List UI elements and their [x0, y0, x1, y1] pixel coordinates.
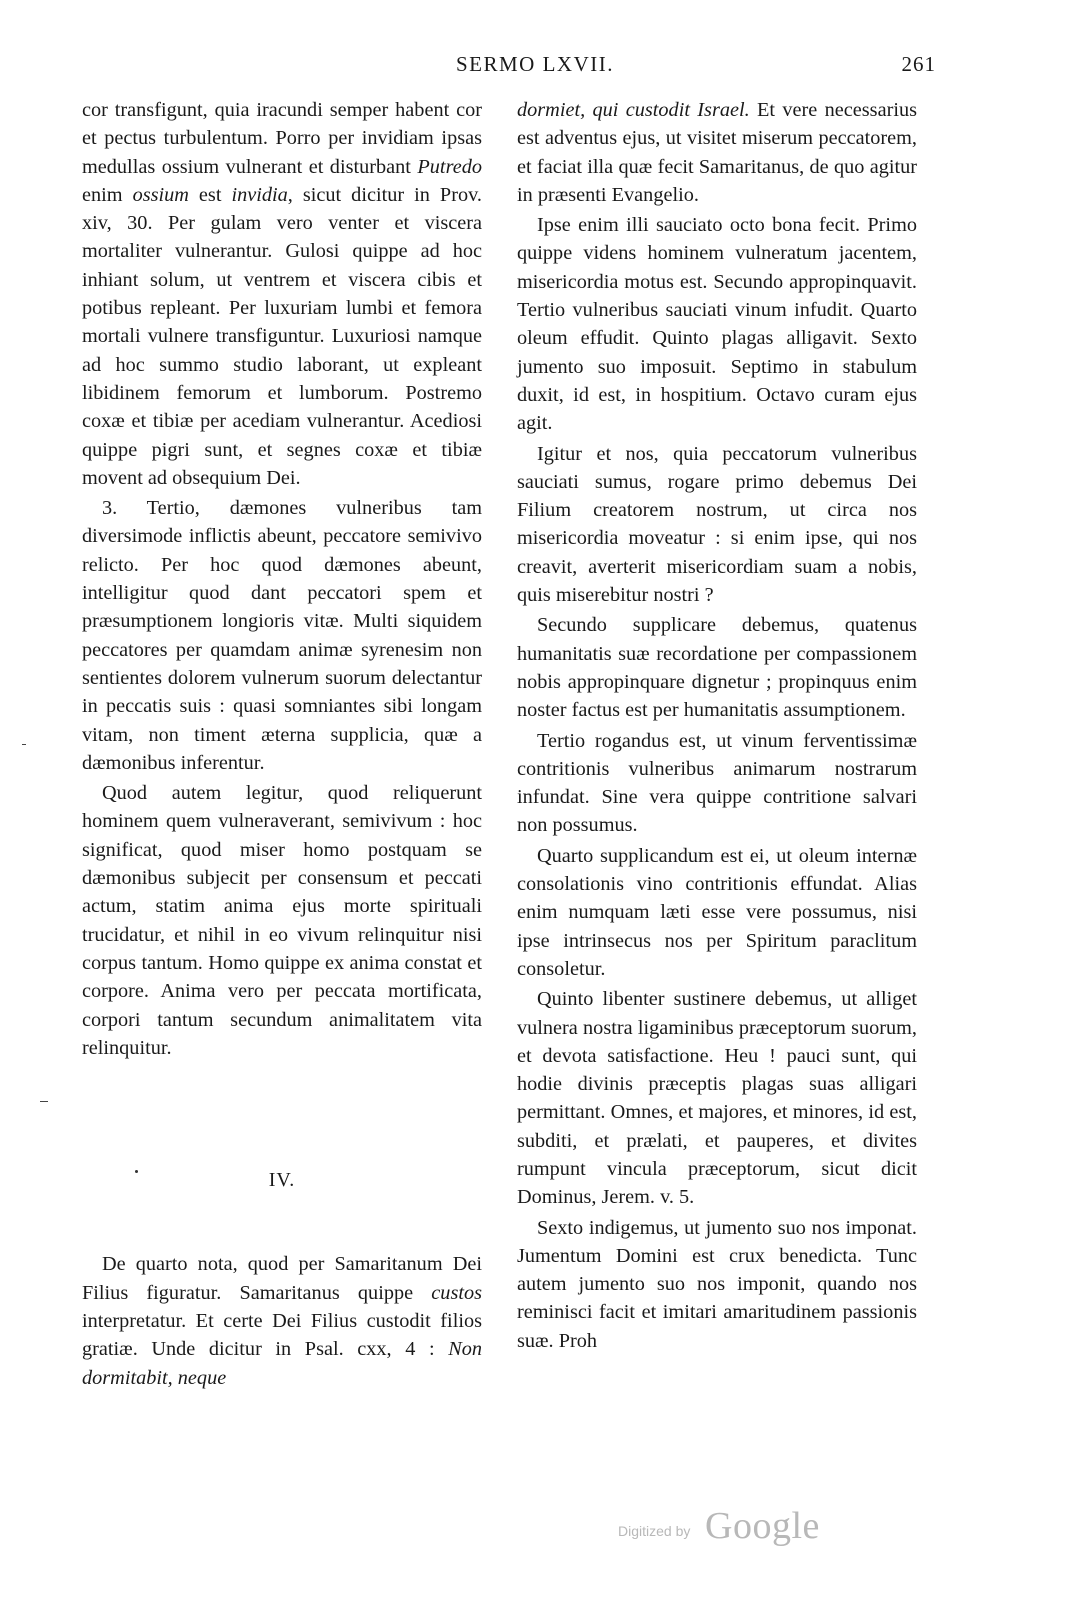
paragraph [517, 96, 917, 209]
italic-text: Non dormitabit, neque [82, 1338, 482, 1389]
paragraph: Igitur et nos, quia peccatorum vulneribus sauciati sumus, rogare primo debemus Dei Filium creatorem nostrum, ut circa nos misericordia moveatur : si enim ipse, qui nos creavit, averterit misericordiam suam a nobis, quis miserebitur nostri ? [517, 442, 917, 607]
paragraph: Ipse enim illi sauciato octo bona fecit. Primo quippe videns hominem vulneratum jacentem, misericordia motus est. Secundo appropinquavit. Tertio vulneribus sauciati vinum infudit. Quarto oleum effudit. Quinto plagas alligavit. Sexto jumento suo imposuit. Septimo in stabulum duxit, id est, in hospitium. Octavo curam ejus agit. [517, 214, 917, 435]
paragraph: Quod autem legitur, quod reliquerunt hominem quem vulneraverant, semivivum : hoc significat, quod miser homo postquam se dæmonibus subjecit per consensum et peccati actum, statim anima ejus morte spirituali trucidatur, et nihil in eo vivum relinquitur nisi corpus tantum. Homo quippe ex anima constat et corpore. Anima vero per peccata mortificata, corpori tantum secundum animalitatem vita relinquitur. [82, 782, 482, 1059]
italic-text: invidia [231, 183, 288, 206]
ink-speck [135, 1170, 138, 1173]
italic-text: custos [431, 1281, 482, 1304]
right-column [517, 96, 917, 1357]
paragraph: Sexto indigemus, ut jumento suo nos imponat. Jumentum Domini est crux benedicta. Tunc autem jumento suo nos imponit, quando nos reminisci facit et imitari amaritudinem passionis suæ. Proh [517, 1216, 917, 1352]
paragraph: Tertio rogandus est, ut vinum ferventissimæ contritionis vulneribus animarum nostrarum infundat. Sine vera quippe contritione salvari non possumus. [517, 729, 917, 837]
paragraph: 3. Tertio, dæmones vulneribus tam diversimode inflictis abeunt, peccatore semivivo relicto. Per hoc quod dæmones abeunt, intelligitur quod dant peccatori spem et præsumptionem longioris vitæ. Multi siquidem peccatores per quamdam animæ syrenesim non sentientes dolorem vulnerum suorum delectantur in peccatis suis : quasi somniantes sibi longam vitam, non timent æterna supplicia, quæ a dæmonibus inferentur. [82, 497, 482, 774]
left-column [82, 96, 482, 1394]
google-logo: Google [705, 1505, 820, 1547]
text-run: Et vere necessarius est adventus ejus, ut visitet miserum peccatorem, et faciat illa quæ fecit Samaritanus, de quo agitur in præsenti Evangelio. [517, 99, 917, 206]
page-header [0, 52, 1070, 84]
italic-text: ossium [132, 183, 189, 206]
paragraph: Quinto libenter sustinere debemus, ut alliget vulnera nostra ligaminibus præceptorum suorum, et devota satisfactione. Heu ! pauci sunt, qui hodie divinis præceptis plagas suas alligari permittant. Omnes, et majores, et minores, id est, subditi, et prælati, et pauperes, et divites rumpunt vincula præceptorum, sicut dicit Dominus, Jerem. v. 5. [517, 988, 917, 1209]
margin-mark [22, 744, 26, 745]
page-number: 261 [901, 52, 936, 76]
text-run: est [188, 183, 232, 206]
text-run: enim [82, 183, 133, 206]
text-run: , sicut dicitur in Prov. xiv, 30. Per gulam vero venter et viscera mortaliter vulnerantur. Gulosi quippe ad hoc inhiant solum, ut ventrem et viscera cibis et potibus repleant. Per luxuriam lumbi et femora mortali vulnere transfiguntur. Luxuriosi namque ad hoc summo studio laborant, ut expleant libidinem femorum et lumborum. Postremo coxæ et tibiæ per acediam vulnerantur. Acediosi quippe pigri sunt, et segnes coxæ et tibiæ movent ad obsequium Dei. [82, 183, 482, 489]
paragraph: Quarto supplicandum est ei, ut oleum internæ consolationis vino contritionis effundat. Alias enim numquam læti esse vere possumus, nisi ipse intrinsecus nos per Spiritum paraclitum consoletur. [517, 844, 917, 980]
text-run: De quarto nota, quod per Samaritanum Dei Filius figuratur. Samaritanus quippe [82, 1253, 482, 1304]
running-title: SERMO LXVII. [456, 52, 614, 76]
digitized-watermark [618, 1504, 838, 1548]
paragraph [82, 96, 482, 492]
text-run: cor transfigunt, quia iracundi semper habent cor et pectus turbulentum. Porro per invidiam ipsas medullas ossium vulnerant et disturbant [82, 99, 482, 178]
digitized-by-text: Digitized by [618, 1523, 691, 1539]
section-heading: IV. [268, 1169, 296, 1192]
italic-text: Putredo [417, 155, 482, 178]
italic-text: dormiet, qui custodit Israel. [517, 99, 750, 121]
text-run: interpretatur. Et certe Dei Filius custodit filios gratiæ. Unde dicitur in Psal. cxx, 4 : [82, 1309, 482, 1361]
paragraph: Secundo supplicare debemus, quatenus humanitatis suæ recordatione per compassionem nobis appropinquare dignetur ; propinquus enim noster factus est per humanitatis assumptionem. [517, 614, 917, 722]
paragraph [82, 1250, 482, 1391]
margin-mark [40, 1101, 48, 1102]
